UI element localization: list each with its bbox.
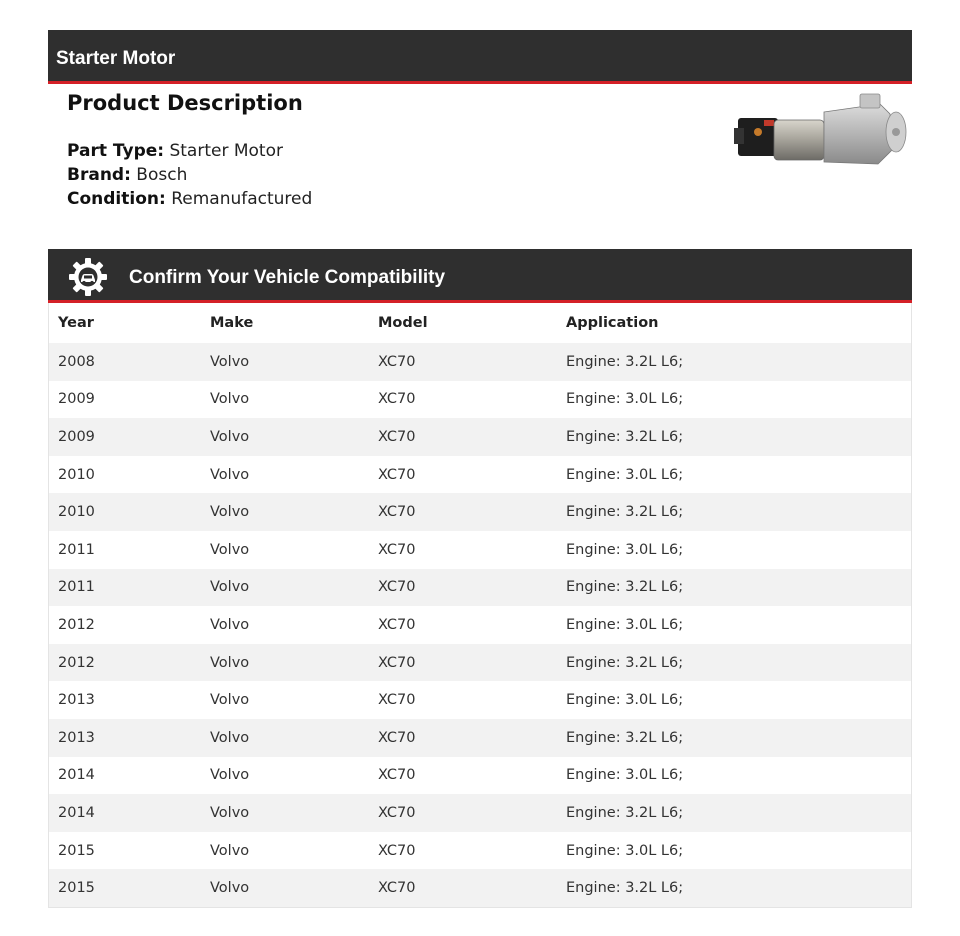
cell-year: 2009	[58, 391, 95, 408]
table-row	[49, 456, 911, 494]
table-row	[49, 531, 911, 569]
product-title: Starter Motor	[56, 48, 176, 69]
cell-model: XC70	[378, 353, 416, 370]
compatibility-title: Confirm Your Vehicle Compatibility	[129, 267, 446, 288]
cell-year: 2015	[58, 842, 95, 859]
cell-year: 2012	[58, 654, 95, 671]
spec-label: Condition:	[67, 189, 166, 209]
cell-year: 2011	[58, 541, 95, 558]
spec-condition	[67, 187, 312, 211]
compatibility-table	[49, 303, 911, 907]
spec-value: Remanufactured	[171, 189, 313, 209]
table-row	[49, 418, 911, 456]
starter-motor-image	[730, 90, 910, 170]
table-row	[49, 719, 911, 757]
cell-make: Volvo	[210, 654, 250, 671]
spec-brand	[67, 163, 312, 187]
cell-make: Volvo	[210, 880, 250, 897]
table-row	[49, 343, 911, 381]
cell-application: Engine: 3.2L L6;	[566, 804, 684, 821]
cell-model: XC70	[378, 729, 416, 746]
table-row	[49, 832, 911, 870]
column-header-year: Year	[58, 315, 94, 331]
cell-year: 2009	[58, 428, 95, 445]
cell-year: 2015	[58, 880, 95, 897]
cell-model: XC70	[378, 504, 416, 521]
spec-label: Brand:	[67, 165, 131, 185]
cell-year: 2014	[58, 804, 95, 821]
cell-application: Engine: 3.0L L6;	[566, 842, 684, 859]
cell-model: XC70	[378, 692, 416, 709]
cell-application: Engine: 3.2L L6;	[566, 579, 684, 596]
cell-make: Volvo	[210, 729, 250, 746]
column-header-model: Model	[378, 315, 428, 331]
cell-make: Volvo	[210, 504, 250, 521]
table-row	[49, 681, 911, 719]
cell-year: 2010	[58, 504, 95, 521]
spec-value: Starter Motor	[169, 141, 283, 161]
spec-label: Part Type:	[67, 141, 165, 161]
cell-year: 2011	[58, 579, 95, 596]
cell-model: XC70	[378, 616, 416, 633]
compatibility-table-container	[48, 303, 912, 908]
gear-car-icon	[68, 257, 108, 297]
cell-model: XC70	[378, 541, 416, 558]
cell-year: 2010	[58, 466, 95, 483]
table-row	[49, 493, 911, 531]
table-row	[49, 644, 911, 682]
table-body	[49, 343, 911, 907]
table-row	[49, 569, 911, 607]
description-heading: Product Description	[67, 91, 303, 115]
cell-application: Engine: 3.2L L6;	[566, 428, 684, 445]
cell-model: XC70	[378, 579, 416, 596]
cell-application: Engine: 3.0L L6;	[566, 692, 684, 709]
table-row	[49, 794, 911, 832]
cell-model: XC70	[378, 654, 416, 671]
spec-part-type	[67, 139, 312, 163]
cell-year: 2008	[58, 353, 95, 370]
cell-model: XC70	[378, 842, 416, 859]
cell-make: Volvo	[210, 428, 250, 445]
cell-application: Engine: 3.0L L6;	[566, 391, 684, 408]
cell-application: Engine: 3.2L L6;	[566, 353, 684, 370]
cell-model: XC70	[378, 391, 416, 408]
cell-application: Engine: 3.0L L6;	[566, 466, 684, 483]
cell-application: Engine: 3.0L L6;	[566, 767, 684, 784]
cell-make: Volvo	[210, 616, 250, 633]
cell-make: Volvo	[210, 541, 250, 558]
cell-make: Volvo	[210, 804, 250, 821]
cell-application: Engine: 3.0L L6;	[566, 616, 684, 633]
cell-year: 2012	[58, 616, 95, 633]
table-row	[49, 381, 911, 419]
cell-application: Engine: 3.2L L6;	[566, 880, 684, 897]
cell-make: Volvo	[210, 353, 250, 370]
cell-application: Engine: 3.2L L6;	[566, 729, 684, 746]
cell-model: XC70	[378, 804, 416, 821]
cell-make: Volvo	[210, 692, 250, 709]
cell-application: Engine: 3.2L L6;	[566, 504, 684, 521]
table-row	[49, 606, 911, 644]
cell-make: Volvo	[210, 579, 250, 596]
table-row	[49, 757, 911, 795]
table-row	[49, 869, 911, 907]
spec-list	[67, 139, 312, 211]
cell-year: 2014	[58, 767, 95, 784]
table-header-row	[49, 303, 911, 343]
cell-model: XC70	[378, 466, 416, 483]
compatibility-bar	[48, 249, 912, 303]
cell-make: Volvo	[210, 842, 250, 859]
cell-make: Volvo	[210, 767, 250, 784]
cell-make: Volvo	[210, 466, 250, 483]
cell-year: 2013	[58, 692, 95, 709]
cell-model: XC70	[378, 880, 416, 897]
cell-model: XC70	[378, 767, 416, 784]
product-title-bar	[48, 30, 912, 84]
cell-year: 2013	[58, 729, 95, 746]
spec-value: Bosch	[136, 165, 188, 185]
product-description	[67, 90, 312, 211]
cell-application: Engine: 3.0L L6;	[566, 541, 684, 558]
column-header-make: Make	[210, 315, 254, 331]
column-header-application: Application	[566, 315, 659, 331]
cell-model: XC70	[378, 428, 416, 445]
cell-application: Engine: 3.2L L6;	[566, 654, 684, 671]
cell-make: Volvo	[210, 391, 250, 408]
